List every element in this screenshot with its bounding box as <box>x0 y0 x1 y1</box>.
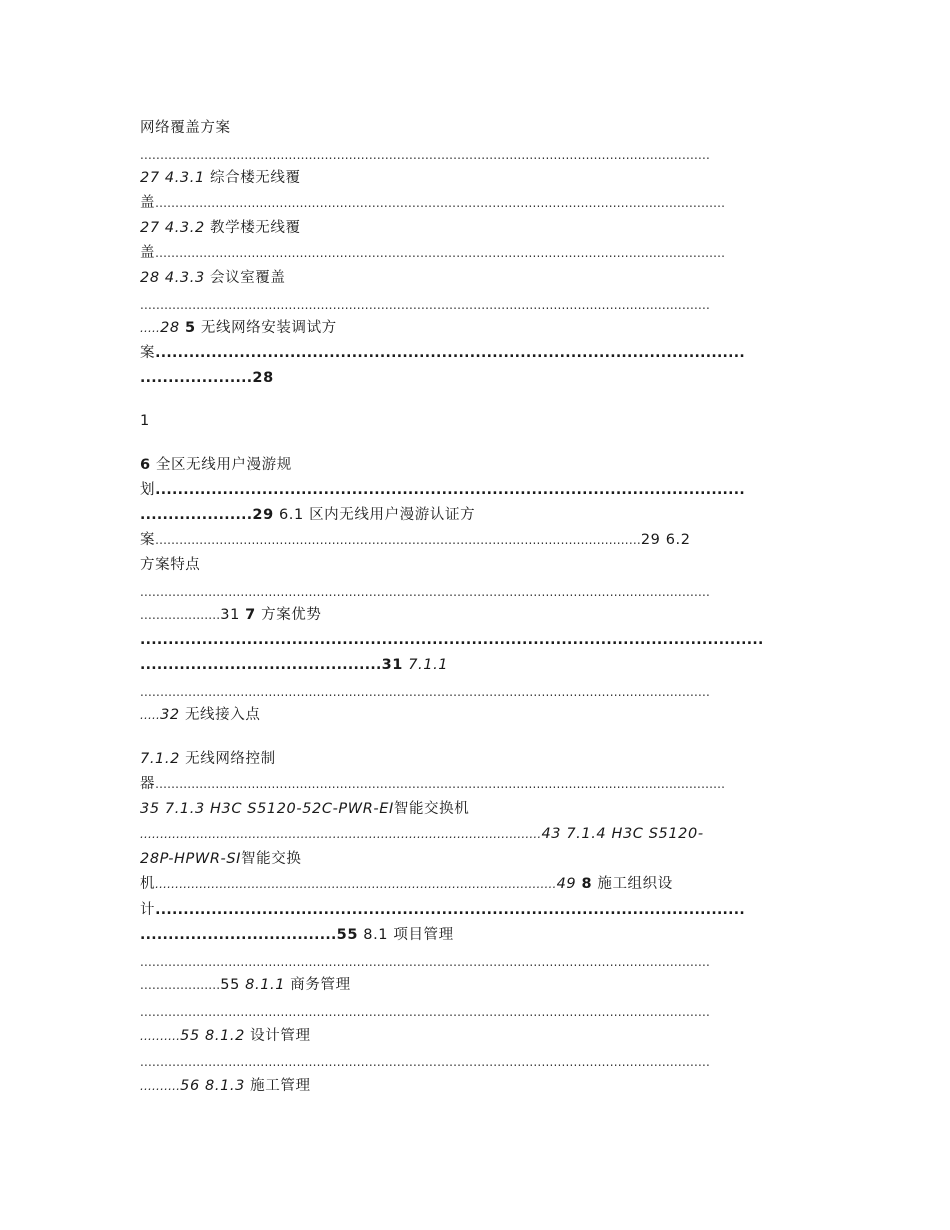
leader-dots: .............................................................................................................................................. <box>140 298 711 312</box>
toc-entry-title: 方案优势 <box>261 607 322 623</box>
leader-dots: .................................................................................................... <box>140 827 542 841</box>
leader-dots: ......................................................................................................... <box>155 482 746 498</box>
leader-dots: ......................................................................................................................... <box>155 533 641 547</box>
leader-dots: .............................................................................................................................................. <box>140 685 711 699</box>
toc-entry-title: 器 <box>140 776 156 792</box>
toc-entry-title: 案 <box>140 345 156 361</box>
toc-line <box>140 166 815 191</box>
toc-page-number: 29 <box>252 507 274 523</box>
leader-dots: .................... <box>140 978 221 992</box>
toc-line <box>140 266 815 291</box>
toc-line <box>140 1050 815 1075</box>
leader-dots: ........................................... <box>140 657 382 673</box>
leader-dots: .................... <box>140 507 253 523</box>
toc-line <box>140 409 815 434</box>
leader-dots: .............................................................................................................................................. <box>140 955 711 969</box>
leader-dots: .................... <box>140 608 221 622</box>
toc-section-number: 4.3.2 <box>164 220 205 236</box>
toc-page-number: 28 <box>252 370 274 386</box>
toc-page-number: 55 <box>336 927 359 943</box>
toc-line <box>140 316 815 341</box>
toc-page-number: 27 <box>140 220 160 236</box>
toc-line <box>140 950 815 975</box>
toc-section-number: 8.1.1 <box>245 977 286 993</box>
toc-entry-title: 无线网络控制 <box>185 751 276 767</box>
leader-dots: .......... <box>140 1029 181 1043</box>
leader-dots: .............................................................................................................................................. <box>140 1055 711 1069</box>
leader-dots: ..... <box>140 321 161 335</box>
toc-entry-title: 盖 <box>140 195 156 211</box>
toc-section-number: 7.1.4 <box>566 826 607 842</box>
page-number: 1 <box>140 413 150 429</box>
toc-page-number: 49 <box>556 876 577 892</box>
leader-dots: .............................................................................................................................................. <box>140 1005 711 1019</box>
toc-entry-title: 施工组织设 <box>597 876 673 892</box>
toc-line <box>140 898 815 923</box>
leader-dots: .................... <box>140 370 253 386</box>
toc-entry-title: 智能交换 <box>241 851 302 867</box>
toc-entry-title: 案 <box>140 532 156 548</box>
toc-line <box>140 973 815 998</box>
toc-line <box>140 143 815 168</box>
toc-page-number: 31 <box>220 607 240 623</box>
toc-line <box>140 553 815 578</box>
toc-line <box>140 822 815 847</box>
toc-line <box>140 847 815 872</box>
toc-line <box>140 116 815 141</box>
toc-entry-title: 全区无线用户漫游规 <box>155 457 292 473</box>
toc-heading-text: 网络覆盖方案 <box>140 120 231 136</box>
toc-page-number: 32 <box>160 707 180 723</box>
toc-entry-title: 设计管理 <box>250 1028 311 1044</box>
toc-entry-title: 综合楼无线覆 <box>210 170 301 186</box>
toc-line <box>140 872 815 897</box>
toc-line <box>140 216 815 241</box>
toc-line <box>140 293 815 318</box>
toc-entry-title: 方案特点 <box>140 557 201 573</box>
leader-dots: .............................................................................................................................................. <box>155 196 726 210</box>
toc-line <box>140 628 815 653</box>
toc-page-number: 27 <box>140 170 160 186</box>
toc-entry-title: 机 <box>140 876 156 892</box>
toc-entry-title: 计 <box>140 902 156 918</box>
toc-product-model: 28P-HPWR-SI <box>140 851 242 867</box>
toc-line <box>140 680 815 705</box>
toc-page-number: 56 <box>180 1078 200 1094</box>
toc-line <box>140 241 815 266</box>
toc-page-number: 55 <box>180 1028 200 1044</box>
leader-dots: .............................................................................................................................................. <box>155 777 726 791</box>
toc-section-number: 8.1 <box>363 927 389 943</box>
toc-section-number: 6.1 <box>278 507 304 523</box>
toc-chapter-number: 7 <box>245 607 256 623</box>
toc-page-number: 43 <box>541 826 562 842</box>
toc-page-number: 55 <box>220 977 240 993</box>
toc-line <box>140 366 815 391</box>
leader-dots: .............................................................................................................................................. <box>140 148 711 162</box>
toc-line <box>140 923 815 948</box>
toc-section-number: 4.3.3 <box>164 270 205 286</box>
toc-chapter-number: 6 <box>140 457 151 473</box>
toc-section-number: 8.1.3 <box>205 1078 245 1094</box>
toc-section-number: 8.1.2 <box>205 1028 245 1044</box>
leader-dots: ................................... <box>140 927 337 943</box>
toc-section-number: 7.1.2 <box>140 751 180 767</box>
toc-entry-title: 划 <box>140 482 156 498</box>
toc-product-model: H3C S5120- <box>611 826 704 842</box>
toc-entry-title: 智能交换机 <box>393 801 470 817</box>
toc-line <box>140 341 815 366</box>
toc-chapter-number: 5 <box>184 320 196 336</box>
toc-line <box>140 191 815 216</box>
toc-product-model: H3C S5120-52C-PWR-EI <box>210 801 394 817</box>
toc-line <box>140 528 815 553</box>
toc-line <box>140 603 815 628</box>
toc-section-number: 6.2 <box>665 532 691 548</box>
leader-dots: ......................................................................................................... <box>155 345 746 361</box>
toc-line <box>140 747 815 772</box>
toc-entry-title: 区内无线用户漫游认证方 <box>309 507 476 523</box>
toc-chapter-number: 8 <box>581 876 593 892</box>
toc-entry-title: 盖 <box>140 245 156 261</box>
toc-line <box>140 653 815 678</box>
leader-dots: .............................................................................................................................................. <box>155 246 726 260</box>
toc-line <box>140 478 815 503</box>
toc-entry-title: 项目管理 <box>393 927 454 943</box>
leader-dots: ............................................................................................................... <box>140 632 764 648</box>
toc-line <box>140 772 815 797</box>
leader-dots: ..... <box>140 708 161 722</box>
toc-entry-title: 施工管理 <box>250 1078 311 1094</box>
toc-page-number: 28 <box>140 270 160 286</box>
toc-entry-title: 教学楼无线覆 <box>210 220 301 236</box>
toc-line <box>140 453 815 478</box>
toc-section-number: 4.3.1 <box>164 170 205 186</box>
toc-entry-title: 无线接入点 <box>184 707 261 723</box>
toc-line <box>140 703 815 728</box>
toc-page-number: 31 <box>381 657 403 673</box>
toc-entry-title: 商务管理 <box>290 977 351 993</box>
leader-dots: .................................................................................................... <box>155 877 557 891</box>
toc-line <box>140 580 815 605</box>
toc-page-number: 29 <box>640 532 661 548</box>
toc-line <box>140 503 815 528</box>
toc-line <box>140 797 815 822</box>
leader-dots: .............................................................................................................................................. <box>140 585 711 599</box>
toc-line <box>140 1000 815 1025</box>
toc-line <box>140 1024 815 1049</box>
toc-entry-title: 无线网络安装调试方 <box>200 320 337 336</box>
toc-section-number: 7.1.3 <box>164 801 205 817</box>
toc-page-number: 28 <box>160 320 180 336</box>
leader-dots: .......... <box>140 1079 181 1093</box>
toc-section-number: 7.1.1 <box>408 657 449 673</box>
toc-entry-title: 会议室覆盖 <box>210 270 286 286</box>
leader-dots: ......................................................................................................... <box>155 902 746 918</box>
toc-line <box>140 1074 815 1099</box>
toc-page-number: 35 <box>140 801 160 817</box>
